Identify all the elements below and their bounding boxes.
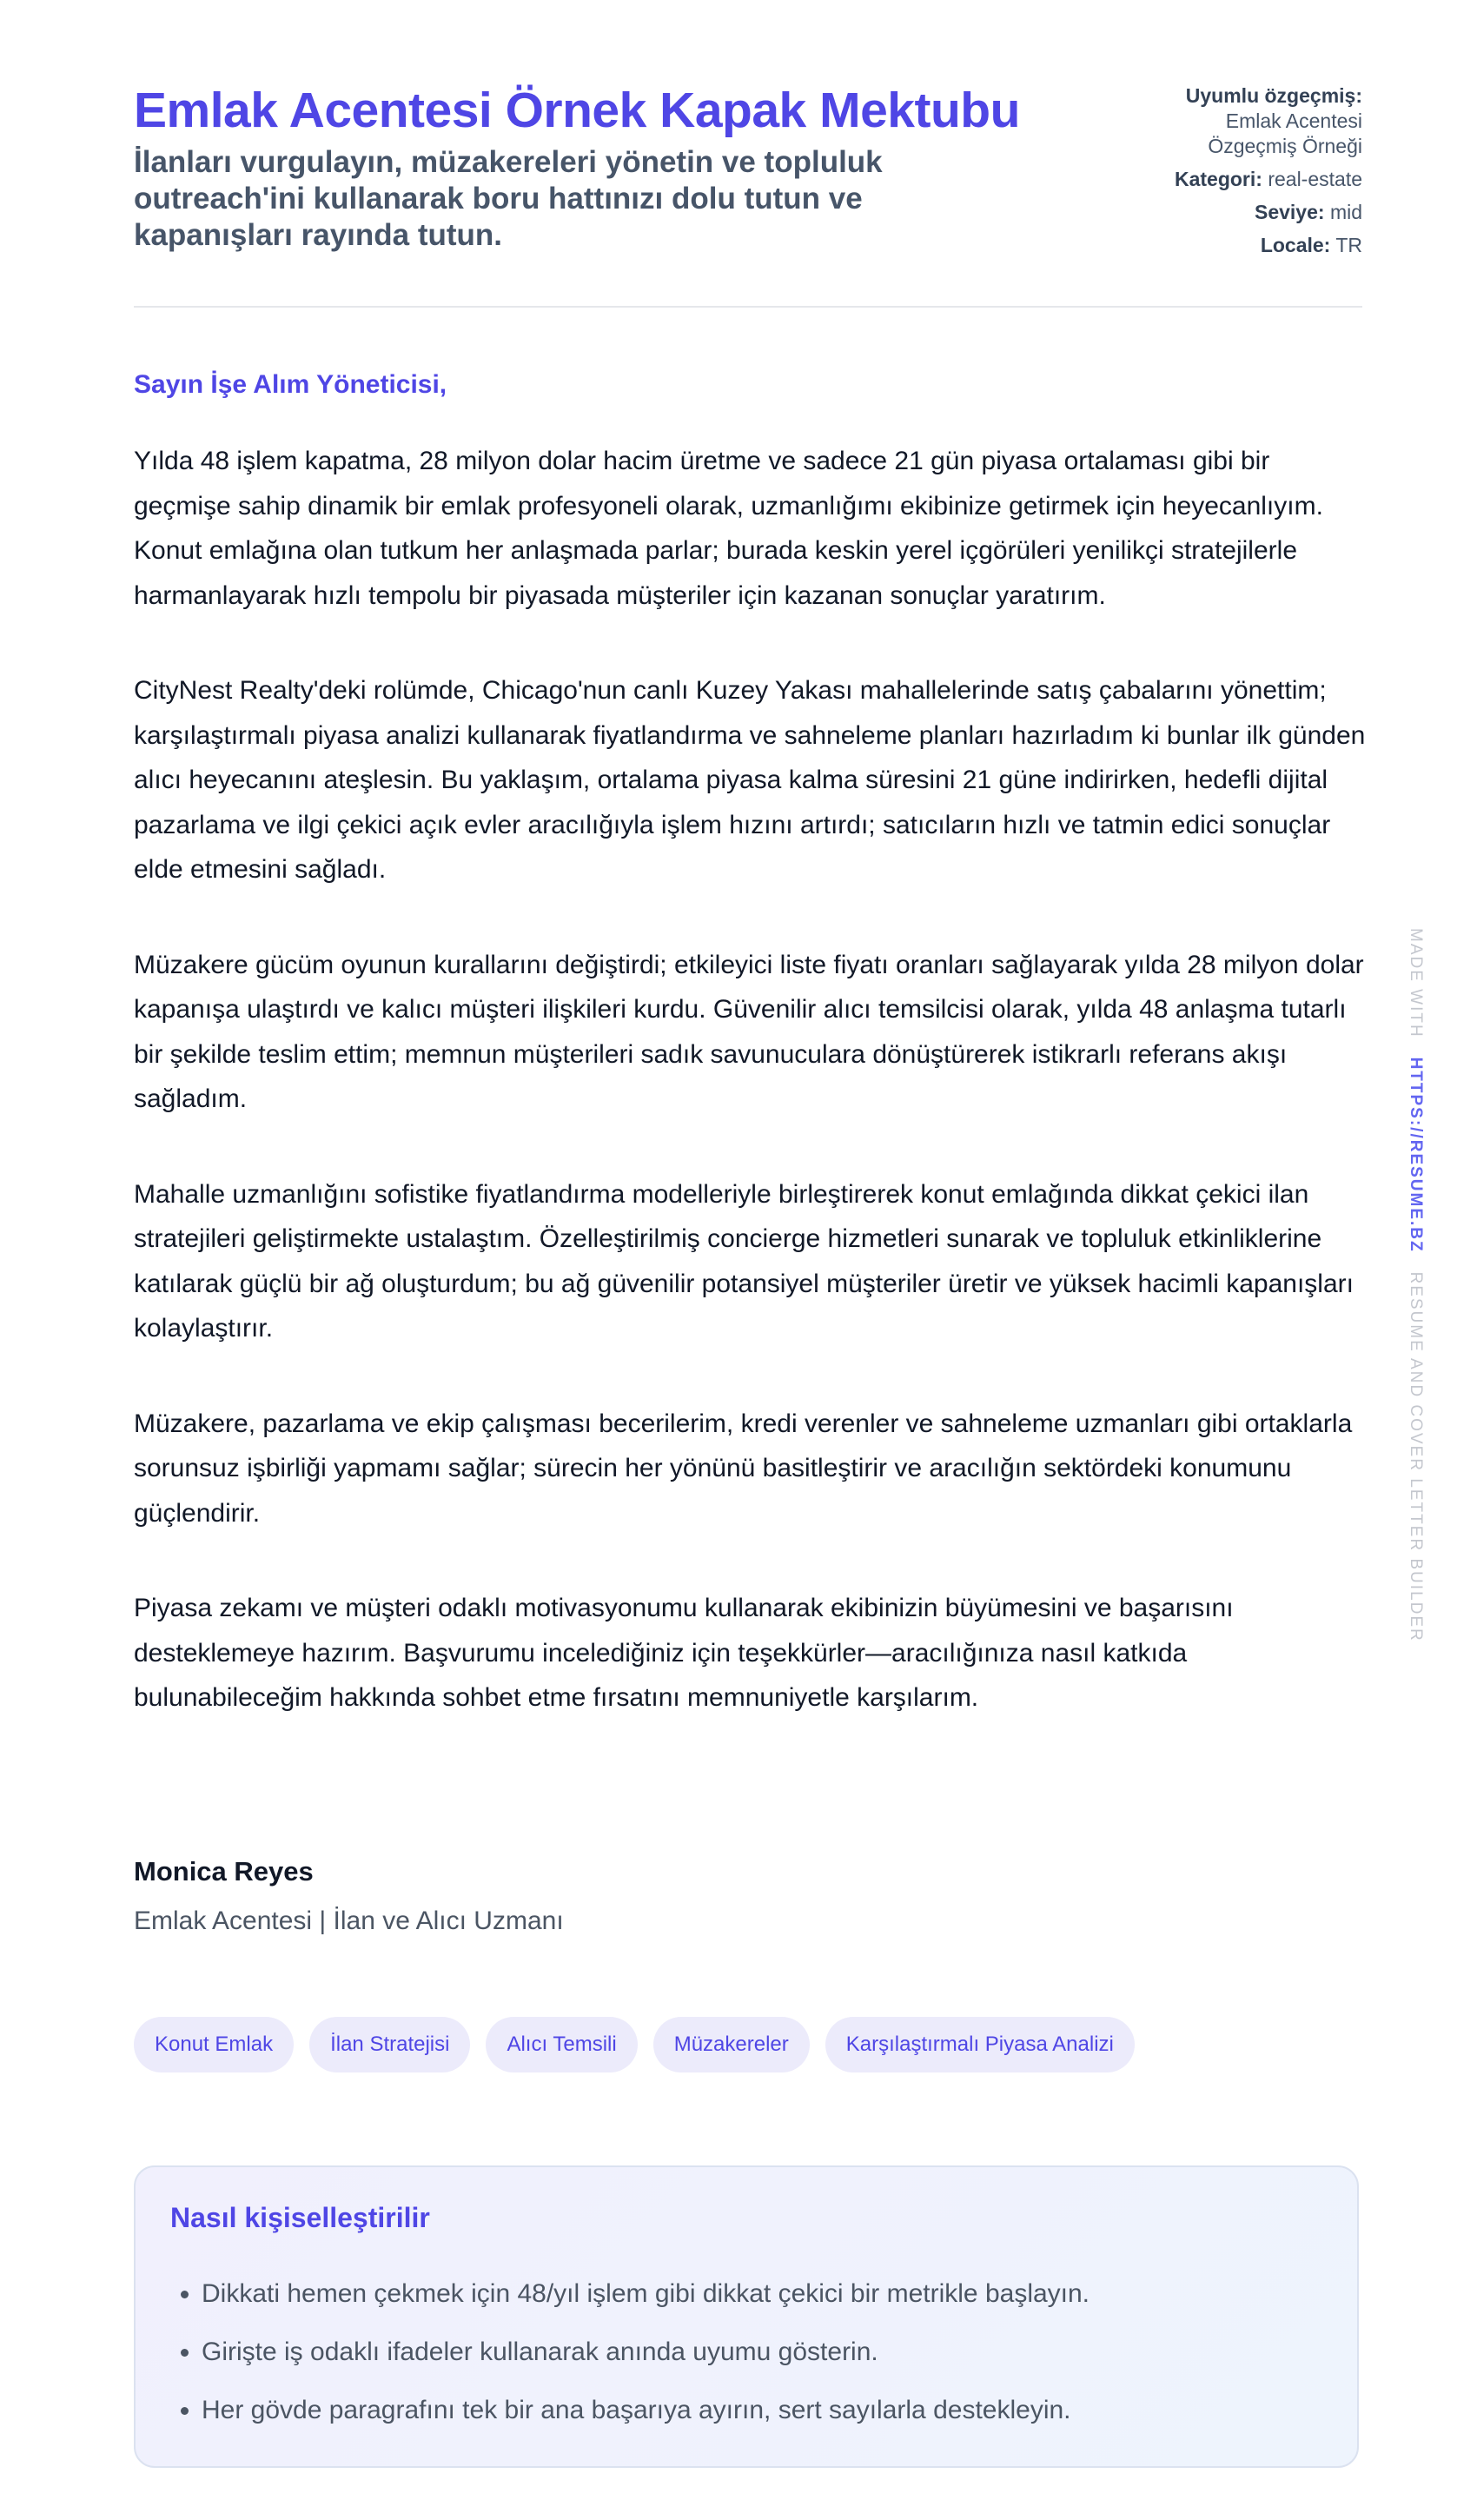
tip-item: • Girişte iş odaklı ifadeler kullanarak anında uyumu gösterin. bbox=[202, 2323, 1090, 2381]
watermark bbox=[1407, 928, 1446, 1644]
meta-level bbox=[1175, 200, 1362, 225]
skill-tag: İlan Stratejisi bbox=[309, 2017, 470, 2072]
header-divider bbox=[134, 306, 1362, 308]
letter-paragraph: Müzakere gücüm oyunun kurallarını değiştirdi; etkileyici liste fiyatı oranları sağlayarak yılda 28 milyon dolar kapanışa ulaştırdı ve kalıcı müşteri ilişkileri kurdu. Güvenilir alıcı temsilcisi olarak, yılda 48 anlaşma tutarlı bir şekilde teslim ettim; memnun müşterileri sadık savunuculara dönüştürerek istikrarlı referans akışı sağladım. bbox=[134, 950, 1364, 1113]
meta-resume-label: Uyumlu özgeçmiş: bbox=[1185, 84, 1362, 107]
watermark-suffix: RESUME AND COVER LETTER BUILDER bbox=[1407, 1271, 1425, 1642]
signature-title: Emlak Acentesi | İlan ve Alıcı Uzmanı bbox=[134, 1907, 564, 1935]
meta-resume-line1[interactable]: Emlak Acentesi bbox=[1225, 109, 1362, 132]
skill-tag: Konut Emlak bbox=[134, 2017, 294, 2072]
page-subtitle: İlanları vurgulayın, müzakereleri yönetin ve topluluk outreach'ini kullanarak boru hattınızı dolu tutun ve kapanışları rayında tutun. bbox=[134, 145, 883, 252]
meta-category-label: Kategori: bbox=[1174, 168, 1262, 190]
meta-category-value: real-estate bbox=[1268, 168, 1362, 190]
tips-list bbox=[170, 2265, 1090, 2439]
customization-tips-card bbox=[134, 2165, 1359, 2468]
meta-locale-label: Locale: bbox=[1260, 234, 1331, 256]
skill-tags bbox=[134, 2017, 1135, 2072]
letter-paragraph: Piyasa zekamı ve müşteri odaklı motivasyonumu kullanarak ekibinizin büyümesini ve başarısını desteklemeye hazırım. Başvurumu incelediğiniz için teşekkürler—aracılığınıza nasıl katkıda bulunabileceğim hakkında sohbet etme fırsatını memnuniyetle karşılarım. bbox=[134, 1594, 1234, 1712]
meta-category bbox=[1175, 167, 1362, 192]
meta-level-label: Seviye: bbox=[1254, 201, 1325, 223]
meta-locale-value: TR bbox=[1335, 234, 1362, 256]
meta-level-value: mid bbox=[1329, 201, 1362, 223]
salutation: Sayın İşe Alım Yöneticisi, bbox=[134, 370, 447, 399]
letter-paragraph: CityNest Realty'deki rolümde, Chicago'nun canlı Kuzey Yakası mahallelerinde satış çabalarını yönettim; karşılaştırmalı piyasa analizi kullanarak fiyatlandırma ve sahneleme planları hazırladım ki bunlar ilk günden alıcı heyecanını ateşlesin. Bu yaklaşım, ortalama piyasa kalma süresini 21 güne indirirken, hedefli dijital pazarlama ve ilgi çekici açık evler aracılığıyla işlem hızını artırdı; satıcıların hızlı ve tatmin edici sonuçlar elde etmesini sağladı. bbox=[134, 676, 1366, 884]
watermark-prefix: MADE WITH bbox=[1407, 928, 1425, 1038]
meta-resume bbox=[1175, 83, 1362, 159]
letter-paragraph: Müzakere, pazarlama ve ekip çalışması becerilerim, kredi verenler ve sahneleme uzmanları gibi ortaklarla sorunsuz işbirliği yapmamı sağlar; sürecin her yönünü basitleştirir ve aracılığın sektördeki konumunu güçlendirir. bbox=[134, 1409, 1353, 1528]
tip-item: • Her gövde paragrafını tek bir ana başarıya ayırın, sert sayılarla destekleyin. bbox=[202, 2381, 1090, 2439]
skill-tag: Alıcı Temsili bbox=[486, 2017, 637, 2072]
page-title: Emlak Acentesi Örnek Kapak Mektubu bbox=[134, 83, 1020, 138]
skill-tag: Karşılaştırmalı Piyasa Analizi bbox=[825, 2017, 1135, 2072]
signature-name: Monica Reyes bbox=[134, 1856, 314, 1887]
letter-paragraph: Yılda 48 işlem kapatma, 28 milyon dolar hacim üretme ve sadece 21 gün piyasa ortalaması gibi bir geçmişe sahip dinamik bir emlak profesyoneli olarak, uzmanlığımı ekibinize getirmek için heyecanlıyım. Konut emlağına olan tutkum her anlaşmada parlar; burada keskin yerel içgörüleri yenilikçi stratejilerle harmanlayarak hızlı tempolu bir piyasada müşteriler için kazanan sonuçlar yaratırım. bbox=[134, 447, 1323, 610]
tips-title: Nasıl kişiselleştirilir bbox=[170, 2202, 430, 2233]
meta-panel bbox=[1175, 83, 1362, 266]
meta-resume-line2[interactable]: Özgeçmiş Örneği bbox=[1208, 135, 1362, 157]
watermark-link[interactable]: HTTPS://RESUME.BZ bbox=[1407, 1057, 1425, 1253]
skill-tag: Müzakereler bbox=[653, 2017, 810, 2072]
letter-paragraph: Mahalle uzmanlığını sofistike fiyatlandırma modelleriyle birleştirerek konut emlağında dikkat çekici ilan stratejileri geliştirmekte ustalaştım. Özelleştirilmiş concierge hizmetleri sunarak ve topluluk etkinliklerine katılarak güçlü bir ağ oluşturdum; bu ağ güvenilir potansiyel müşteriler üretir ve yüksek hacimli kapanışları kolaylaştırır. bbox=[134, 1179, 1354, 1343]
tip-item: • Dikkati hemen çekmek için 48/yıl işlem gibi dikkat çekici bir metrikle başlayın. bbox=[202, 2265, 1090, 2323]
meta-locale bbox=[1175, 233, 1362, 258]
letter-body bbox=[134, 439, 1366, 1771]
